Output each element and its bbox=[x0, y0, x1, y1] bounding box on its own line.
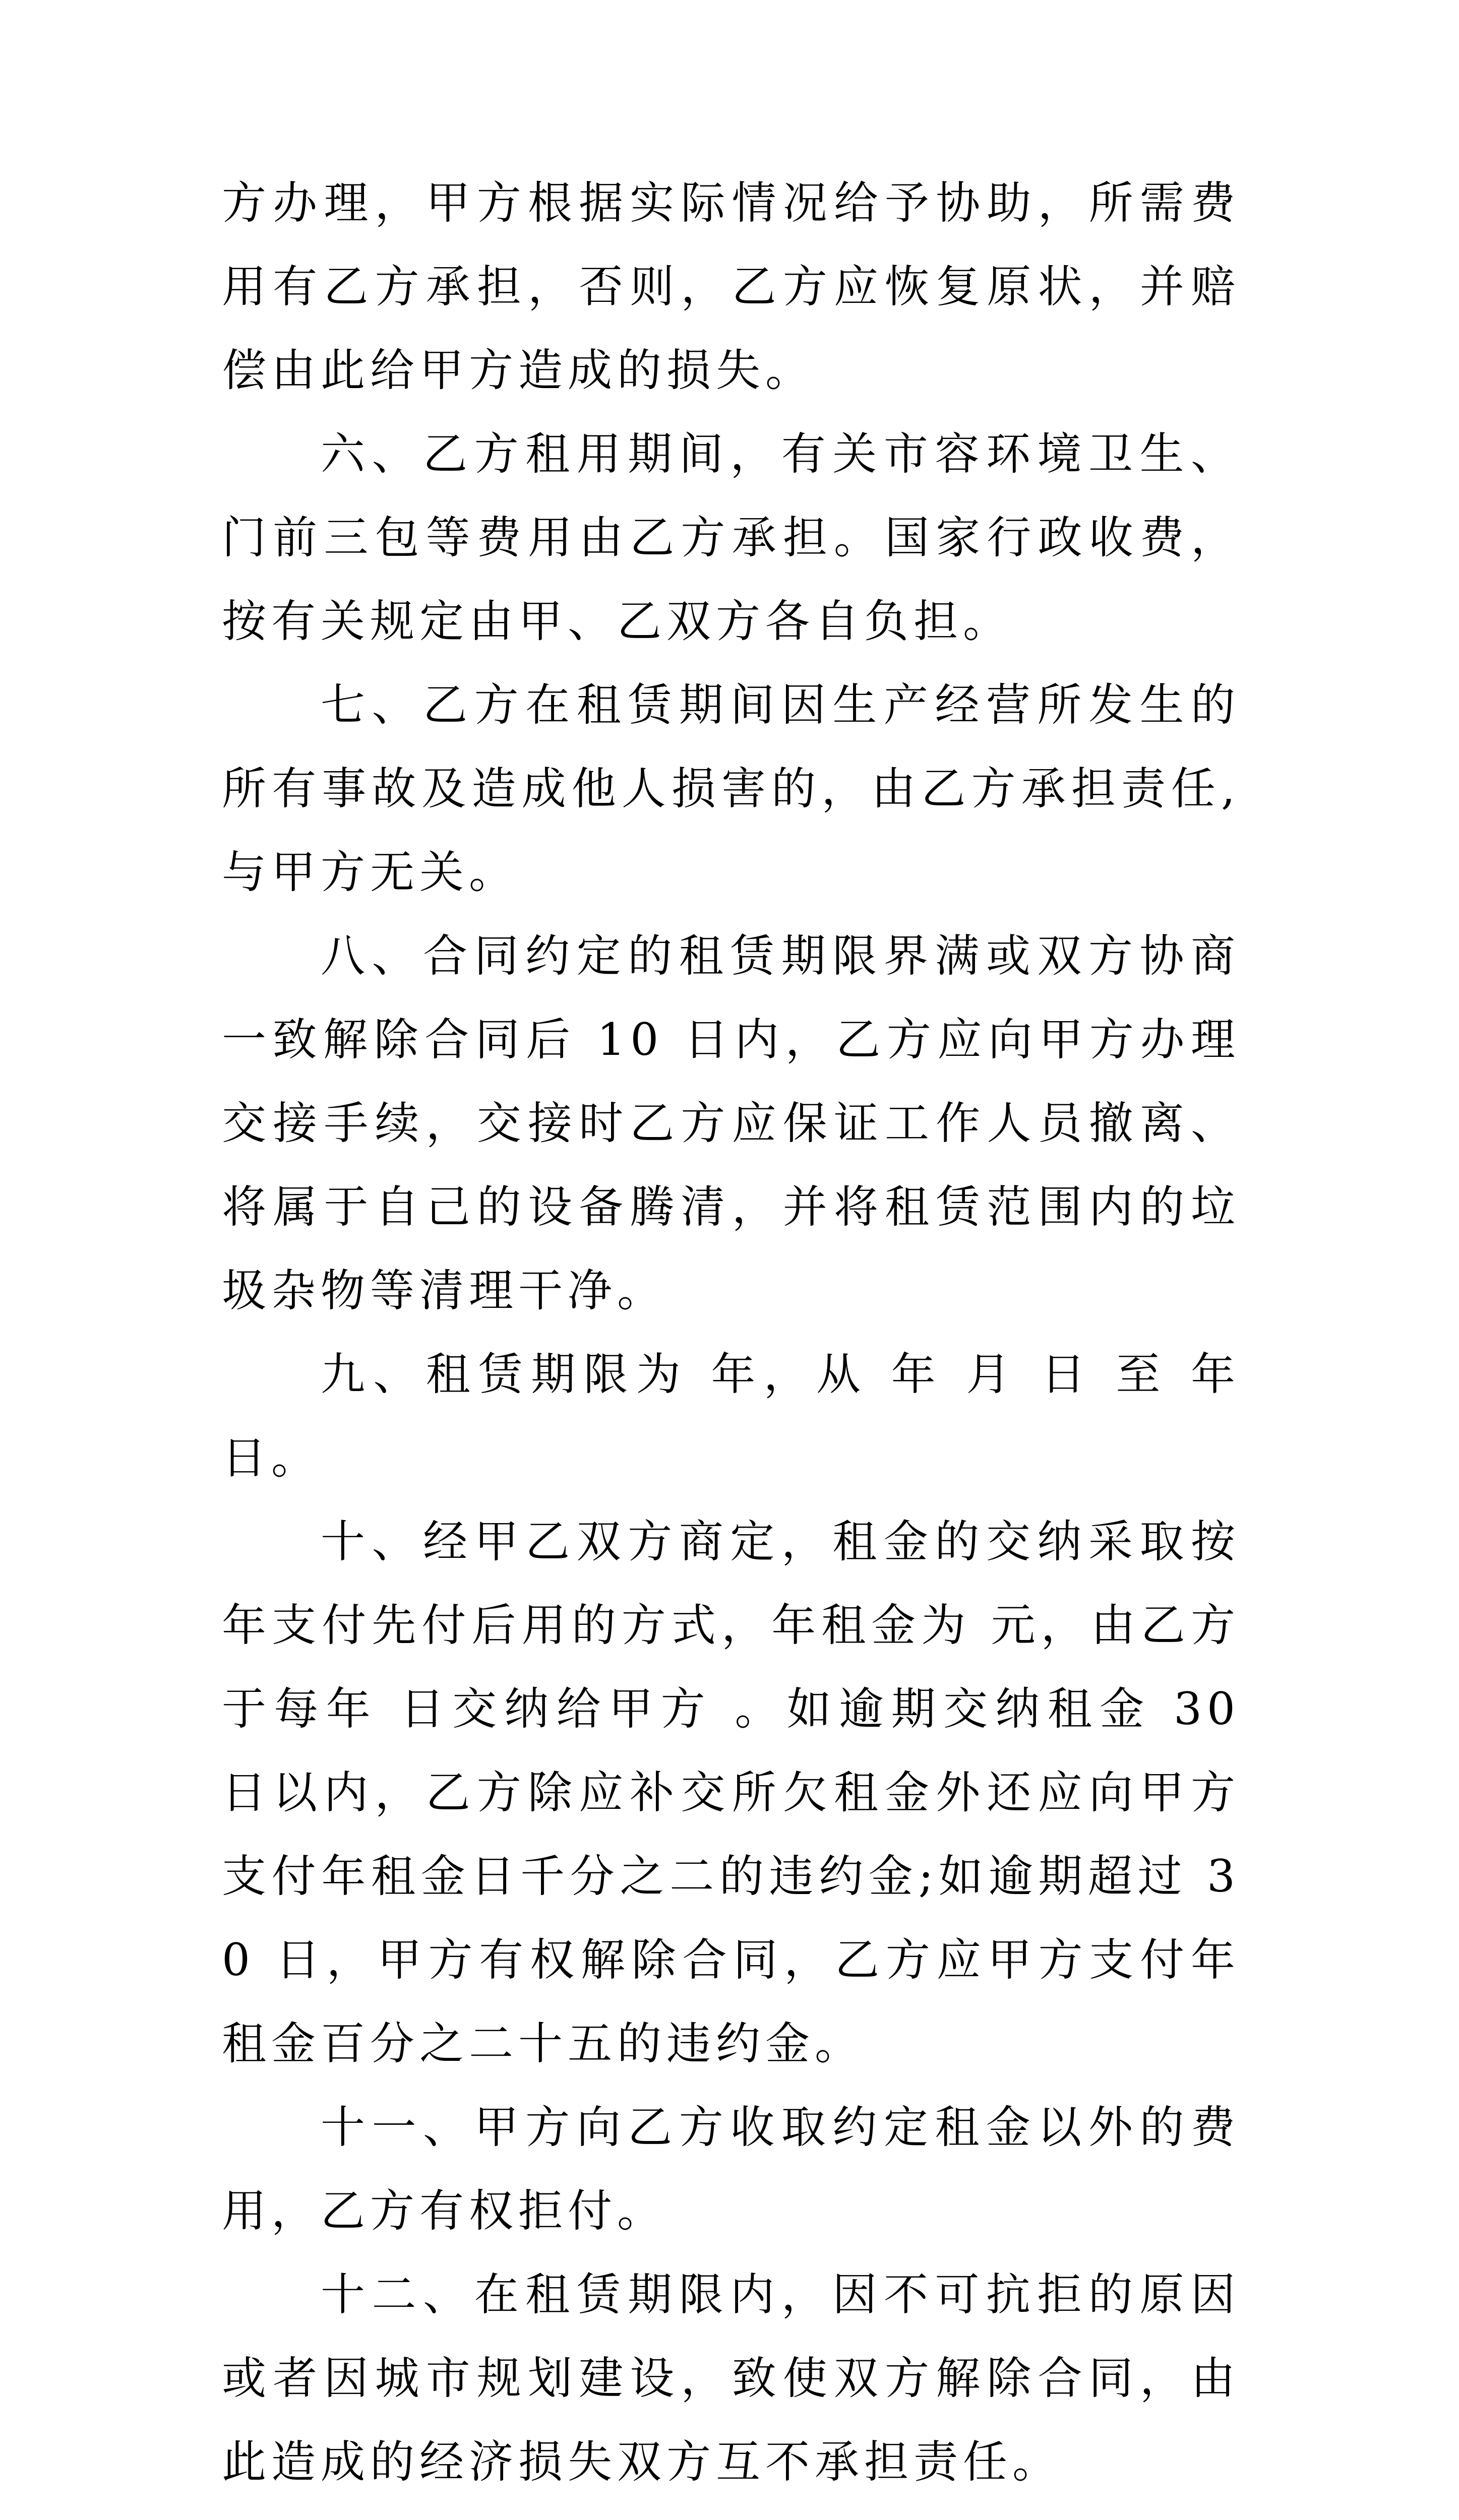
clause-11: 十一、甲方向乙方收取约定租金以外的费用，乙方有权拒付。 bbox=[222, 2101, 1240, 2237]
clause-7: 七、乙方在租赁期间因生产经营所发生的所有事故及造成他人损害的，由乙方承担责任,与甲方无关。 bbox=[222, 679, 1240, 898]
clause-8: 八、合同约定的租赁期限界满或双方协商一致解除合同后 10 日内，乙方应向甲方办理交接手续，交接时乙方应保证工作人员撤离、将属于自己的设备腾清，并将租赁范围内的垃圾杂物等清理干净。 bbox=[222, 930, 1240, 1316]
clause-10: 十、经甲乙双方商定，租金的交纳采取按年支付先付后用的方式，年租金为 元，由乙方于每年 日交纳给甲方 。如逾期交纳租金 30 日以内，乙方除应补交所欠租金外还应向甲方支付年租金日千分之二的违约金;如逾期超过 30 日，甲方有权解除合同，乙方应甲方支付年租金百分之二十五的违约金。 bbox=[222, 1516, 1240, 2069]
paragraph-continuation: 方办理，甲方根据实际情况给予协助，所需费用有乙方承担，否则，乙方应恢复原状，并赔偿由此给甲方造成的损失。 bbox=[222, 177, 1240, 396]
clause-12: 十二、在租赁期限内，因不可抗拒的原因或者因城市规划建设，致使双方解除合同，由此造成的经济损失双方互不承担责任。 bbox=[222, 2269, 1240, 2488]
clause-9: 九、租赁期限为 年，从 年 月 日 至 年 日。 bbox=[222, 1348, 1240, 1484]
document-page bbox=[222, 161, 1240, 2520]
clause-6: 六、乙方租用期间，有关市容环境卫生、门前三包等费用由乙方承担。国家行政收费，按有关规定由甲、乙双方各自负担。 bbox=[222, 428, 1240, 647]
clause-13 bbox=[222, 2504, 1240, 2520]
